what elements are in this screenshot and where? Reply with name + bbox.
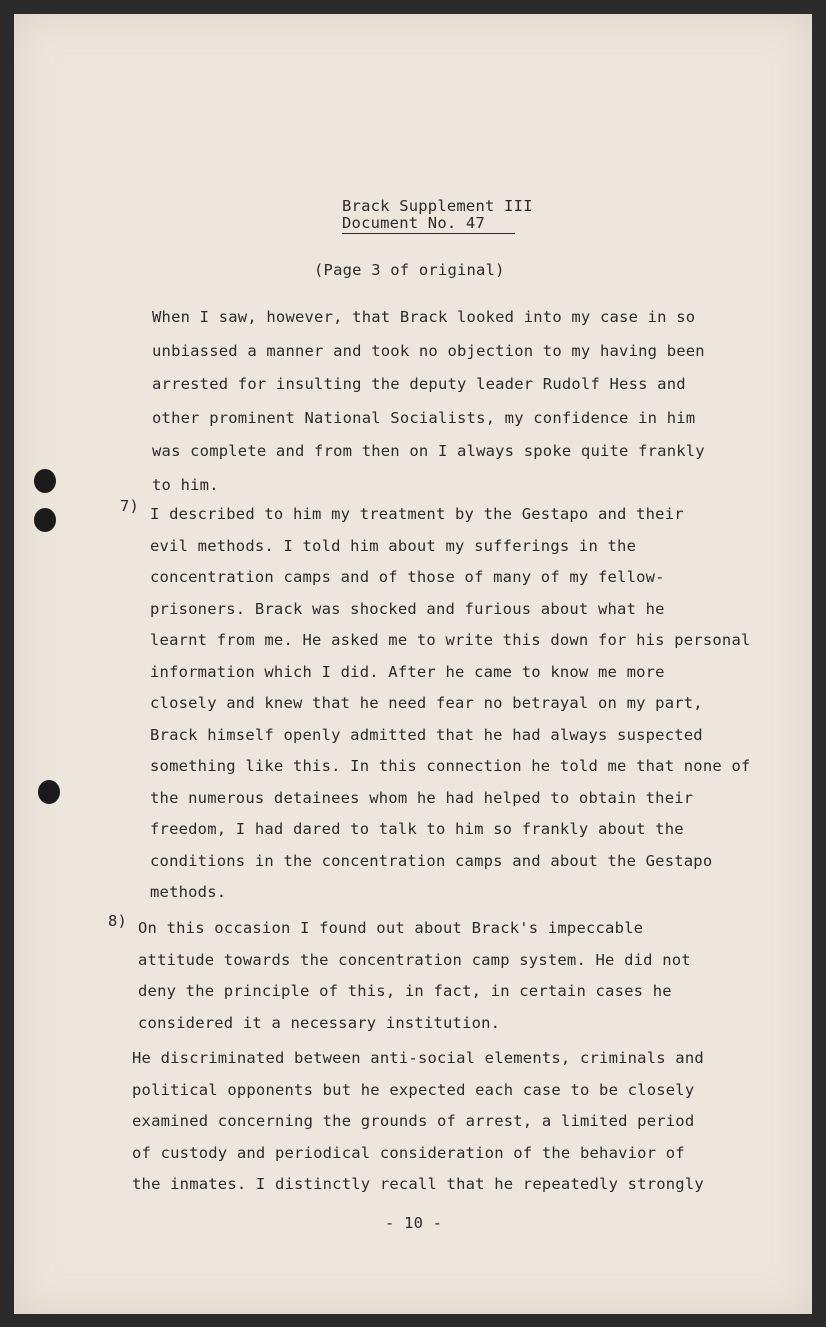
text-line: of custody and periodical consideration of the behavior of xyxy=(132,1143,685,1162)
text-line: attitude towards the concentration camp system. He did not xyxy=(138,950,691,969)
page-reference: (Page 3 of original) xyxy=(314,261,505,279)
text-line: Brack himself openly admitted that he had always suspected xyxy=(150,725,703,744)
text-line: something like this. In this connection he told me that none of xyxy=(150,757,751,775)
text-line: evil methods. I told him about my sufferings in the xyxy=(150,536,637,555)
text-line: information which I did. After he came to know me more xyxy=(150,662,665,681)
text-line: concentration camps and of those of many of my fellow- xyxy=(150,568,665,586)
text-line: the inmates. I distinctly recall that he repeatedly strongly xyxy=(132,1175,704,1193)
text-line: the numerous detainees whom he had helped to obtain their xyxy=(150,788,694,807)
text-line: other prominent National Socialists, my confidence in him xyxy=(152,408,696,427)
text-line: was complete and from then on I always spoke quite frankly xyxy=(152,442,705,460)
punch-hole xyxy=(34,469,56,493)
text-line: unbiassed a manner and took no objection to my having been xyxy=(152,341,705,360)
text-line: He discriminated between anti-social elements, criminals and xyxy=(132,1049,704,1067)
item-number: 7) xyxy=(120,497,140,515)
text-line: closely and knew that he need fear no betrayal on my part, xyxy=(150,694,703,712)
text-line: learnt from me. He asked me to write this down for his personal xyxy=(150,631,751,649)
text-line: On this occasion I found out about Brack's impeccable xyxy=(138,919,644,937)
page-number: - 10 - xyxy=(385,1214,443,1232)
text-line: I described to him my treatment by the Gestapo and their xyxy=(150,505,684,523)
paper-sheet xyxy=(14,14,812,1314)
text-line: conditions in the concentration camps and about the Gestapo xyxy=(150,851,713,870)
punch-hole xyxy=(34,508,56,532)
text-line: arrested for insulting the deputy leader Rudolf Hess and xyxy=(152,375,686,393)
text-line: prisoners. Brack was shocked and furious about what he xyxy=(150,599,665,618)
text-line: methods. xyxy=(150,883,227,901)
document-number-text: Document No. 47 xyxy=(342,214,515,234)
text-line: to him. xyxy=(152,475,219,494)
punch-hole xyxy=(38,780,60,804)
text-line: political opponents but he expected each case to be closely xyxy=(132,1080,695,1099)
item-number: 8) xyxy=(108,912,128,930)
text-line: examined concerning the grounds of arrest, a limited period xyxy=(132,1112,695,1130)
text-line: considered it a necessary institution. xyxy=(138,1013,501,1032)
document-number xyxy=(342,214,515,232)
document-series-title: Brack Supplement III xyxy=(342,197,533,215)
text-line: freedom, I had dared to talk to him so frankly about the xyxy=(150,820,684,838)
text-line: When I saw, however, that Brack looked into my case in so xyxy=(152,308,696,326)
text-line: deny the principle of this, in fact, in certain cases he xyxy=(138,982,672,1000)
